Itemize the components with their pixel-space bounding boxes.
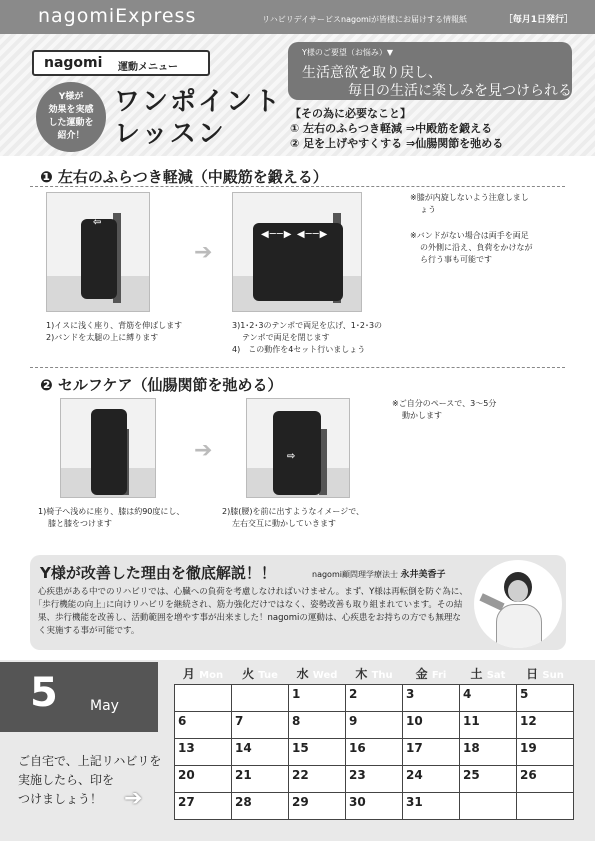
right-arrow-icon: ➔ (124, 786, 143, 811)
caption-line: 1)イスに浅く座り、背筋を伸ばします (46, 321, 183, 330)
calendar-day[interactable]: 22 (289, 765, 346, 792)
instruction-line: つけましょう！ (18, 792, 103, 806)
calendar-day[interactable]: 21 (232, 765, 289, 792)
calendar-day[interactable]: 3 (403, 684, 460, 711)
therapist-photo (474, 560, 562, 648)
request-line: 生活意欲を取り戻し、 (302, 65, 442, 81)
badge-line: した運動を (48, 118, 94, 128)
caption-line: 左右交互に動かしていきます (232, 519, 336, 528)
calendar-day[interactable]: 18 (460, 738, 517, 765)
explanation-title: Y様が改善した理由を徹底解説！！ (40, 564, 276, 582)
right-arrow-icon: ➔ (194, 240, 213, 265)
author-role: nagomi顧問理学療法士 (312, 570, 398, 579)
calendar-grid (174, 664, 574, 820)
calendar-day[interactable]: 27 (175, 792, 232, 819)
calendar-day[interactable]: 29 (289, 792, 346, 819)
calendar-day[interactable]: 1 (289, 684, 346, 711)
exercise1-caption-left (46, 320, 182, 344)
calendar-day[interactable]: 28 (232, 792, 289, 819)
calendar-week (175, 738, 574, 765)
exercise2-note (392, 398, 496, 422)
exercise2-caption-right (222, 506, 364, 530)
calendar-day[interactable]: 16 (346, 738, 403, 765)
caption-line: 4) この動作を4セット行いましょう (232, 345, 366, 354)
lesson-title (114, 86, 282, 150)
author-credit (312, 567, 446, 580)
weekday-sat: 土 Sat (470, 667, 506, 682)
note-line: ※膝が内旋しないよう注意しまし (410, 193, 529, 202)
exercise1-photo-1: ⇦ (46, 192, 150, 312)
weekday-sun: 日 Sun (526, 667, 564, 682)
exercise1-photo-2: ◀──▶ ◀──▶ (232, 192, 362, 312)
calendar-day[interactable]: 26 (517, 765, 574, 792)
weekday-tue: 火 Tue (242, 667, 278, 682)
calendar-day[interactable]: 19 (517, 738, 574, 765)
calendar-day[interactable] (232, 684, 289, 711)
exercise2-photo-2: ⇨ (246, 398, 350, 498)
section2-title: ❷ セルフケア（仙腸関節を弛める） (40, 376, 283, 394)
exercise1-note-2 (410, 230, 532, 266)
needs-item: ① 左右のふらつき軽減 ⇒中殿筋を鍛える (290, 122, 493, 135)
note-line: ら行う事も可能です (420, 255, 492, 264)
calendar-day[interactable]: 4 (460, 684, 517, 711)
calendar-day[interactable]: 7 (232, 711, 289, 738)
request-label: Y様のご要望（お悩み）▼ (302, 48, 394, 57)
calendar-day[interactable]: 2 (346, 684, 403, 711)
caption-line: テンポで両足を閉じます (242, 333, 330, 342)
badge-line: 効果を実感 (48, 105, 94, 115)
calendar-day[interactable]: 14 (232, 738, 289, 765)
calendar-day[interactable]: 12 (517, 711, 574, 738)
weekday-thu: 木 Thu (355, 667, 393, 682)
effect-badge (36, 82, 106, 152)
instruction-line: 実施したら、印を (18, 773, 115, 787)
note-line: 動かします (402, 411, 442, 420)
calendar-day[interactable]: 8 (289, 711, 346, 738)
calendar-day[interactable]: 20 (175, 765, 232, 792)
note-line: ※バンドがない場合は両手を両足 (410, 231, 529, 240)
calendar-day[interactable]: 17 (403, 738, 460, 765)
month-box (0, 662, 158, 732)
caption-line: 2)バンドを太腿の上に縛ります (46, 333, 159, 342)
weekday-header-row (175, 664, 574, 684)
note-line: ※ご自分のペースで、3～5分 (392, 399, 497, 408)
note-line: の外側に沿え、負荷をかけなが (420, 243, 533, 252)
calendar-day[interactable] (517, 792, 574, 819)
header-subtitle: リハビリデイサービスnagomiが皆様にお届けする情報紙 (262, 15, 467, 24)
needs-heading: 【その為に必要なこと】 (290, 107, 411, 120)
lesson-title-line: レッスン (114, 119, 226, 149)
calendar-day[interactable] (175, 684, 232, 711)
calendar-day[interactable]: 23 (346, 765, 403, 792)
month-name: May (90, 698, 119, 714)
calendar-day[interactable]: 11 (460, 711, 517, 738)
author-name: 永井美香子 (400, 570, 446, 580)
calendar-week (175, 684, 574, 711)
caption-line: 1)椅子へ浅めに座り、膝は約90度にし、 (38, 507, 185, 516)
calendar-day[interactable]: 10 (403, 711, 460, 738)
calendar-day[interactable]: 13 (175, 738, 232, 765)
section2-divider-top (30, 367, 565, 368)
needs-list (290, 106, 503, 151)
calendar-day[interactable]: 24 (403, 765, 460, 792)
note-line: ょう (420, 205, 436, 214)
exercise1-caption-right (232, 320, 382, 356)
brand-title: nagomiExpress (38, 5, 197, 27)
exercise2-photo-1 (60, 398, 156, 498)
issue-tag: ［毎月1日発行］ (503, 15, 573, 25)
menu-label: 運動メニュー (118, 62, 178, 73)
exercise-menu-tag (32, 50, 210, 76)
month-number: 5 (30, 670, 58, 716)
request-line: 毎日の生活に楽しみを見つけられる (348, 83, 572, 99)
exercise1-note-1 (410, 192, 529, 216)
calendar-week (175, 765, 574, 792)
weekday-wed: 水 Wed (296, 667, 338, 682)
calendar-day[interactable]: 5 (517, 684, 574, 711)
caption-line: 膝と膝をつけます (48, 519, 112, 528)
calendar-day[interactable]: 25 (460, 765, 517, 792)
header-bar (0, 0, 595, 34)
section1-title: ❶ 左右のふらつき軽減（中殿筋を鍛える） (40, 168, 328, 186)
instruction-line: ご自宅で、上記リハビリを (18, 754, 162, 768)
caption-line: 3)1･2･3のテンポで両足を広げ、1･2･3の (232, 321, 383, 330)
weekday-mon: 月 Mon (182, 667, 224, 682)
calendar-day[interactable]: 15 (289, 738, 346, 765)
exercise2-caption-left (38, 506, 184, 530)
calendar-day[interactable]: 30 (346, 792, 403, 819)
calendar-day[interactable] (460, 792, 517, 819)
calendar-week (175, 792, 574, 819)
explanation-text: 心疾患がある中でのリハビリでは、心臓への負荷を考慮しなければいけません。まず、Y様は再転倒を防ぐ為に、｢歩行機能の向上｣に向けリハビリを継続され、筋力強化だけではなく、姿勢改善も取り組まれています。その結果、歩行機能を改善し、活動範囲を増やす事が出来ました！nagomiの運動は、心疾患をお持ちの方でも無理なく実施する事が可能です。 (38, 587, 468, 636)
calendar-day[interactable]: 31 (403, 792, 460, 819)
calendar-day[interactable]: 6 (175, 711, 232, 738)
badge-line: Y様が (58, 92, 84, 102)
weekday-fri: 金 Fri (415, 667, 447, 682)
right-arrow-icon: ➔ (194, 438, 213, 463)
badge-line: 紹介！ (57, 131, 85, 141)
calendar-week (175, 711, 574, 738)
needs-item: ② 足を上げやすくする ⇒仙腸関節を弛める (290, 137, 504, 150)
request-box (288, 42, 572, 100)
lesson-title-line: ワンポイント (114, 87, 283, 117)
menu-brand: nagomi (44, 55, 103, 71)
calendar-day[interactable]: 9 (346, 711, 403, 738)
caption-line: 2)膝(腰)を前に出すようなイメージで、 (222, 507, 365, 516)
section1-divider (30, 186, 565, 187)
